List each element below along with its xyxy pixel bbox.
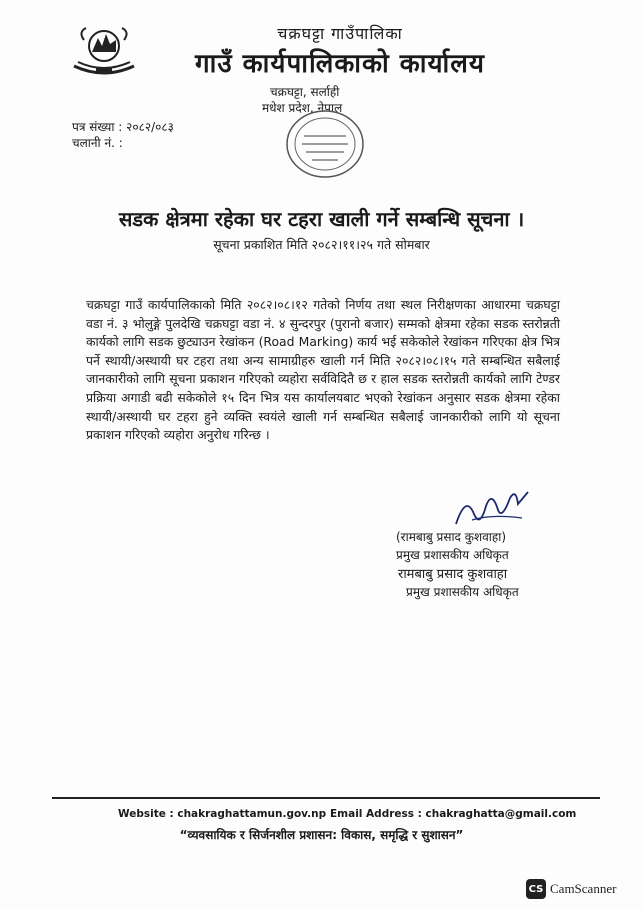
dispatch-number: चलानी नं. :	[72, 136, 123, 150]
footer-email: Email Address : chakraghatta@gmail.com	[330, 808, 577, 820]
footer-slogan: “व्यवसायिक र सिर्जनशील प्रशासन: विकास, समृद्धि र सुशासन”	[179, 828, 464, 842]
camscanner-watermark	[526, 878, 616, 900]
office-stamp-icon	[282, 106, 368, 182]
stamp-designation: प्रमुख प्रशासकीय अधिकृत	[406, 585, 519, 599]
stamp-name: रामबाबु प्रसाद कुशवाहा	[398, 567, 508, 582]
address-line-1: चक्रघट्टा, सर्लाही	[270, 85, 340, 99]
notice-published-date: सूचना प्रकाशित मिति २०८२।११।२५ गते सोमबार	[213, 237, 430, 252]
footer-website: Website : chakraghattamun.gov.np	[118, 808, 327, 820]
office-title: गाउँ कार्यपालिकाको कार्यालय	[195, 49, 485, 79]
camscanner-logo-icon: CS	[526, 879, 546, 899]
notice-body: चक्रघट्टा गाउँ कार्यपालिकाको मिति २०८२।०८।१२ गतेको निर्णय तथा स्थल निरीक्षणका आधारमा चक्रघट्टा वडा नं. ३ भोलुङ्गे पुलदेखि चक्रघट्टा वडा नं. ४ सुन्दरपुर (पुरानो बजार) सम्मको क्षेत्रमा रहेका सडक स्तरोन्नती कार्यको लागि सडक छुट्याउन रेखांकन (Road Marking) कार्य भई सकेकोले रेखांकन गरिएका क्षेत्र भित्र पर्ने स्थायी/अस्थायी घर टहरा तथा अन्य सामाग्रीहरु खाली गर्न मिति २०८२।०८।१५ गते सम्बन्धित सबैलाई जानकारीको लागि सूचना प्रकाशन गरिएको व्यहोरा सर्वविदितै छ र हाल सडक स्तरोन्नती कार्यको लागि टेण्डर प्रक्रिया अगाडी बढी सकेकोले १५ दिन भित्र यस कार्यालयबाट भएको रेखांकन अनुसार सडक क्षेत्रमा रहेका स्थायी/अस्थायी घर टहरा हुने व्यक्ति स्वयंले खाली गर्न सम्बन्धित सबैलाई जानकारीको लागि यो सूचना प्रकाशन गरिएको व्यहोरा अनुरोध गरिन्छ ।	[86, 297, 560, 443]
signature-icon	[452, 484, 532, 532]
letter-number: पत्र संख्या : २०८२/०८३	[72, 120, 174, 134]
footer-divider	[52, 797, 600, 799]
signatory-designation: प्रमुख प्रशासकीय अधिकृत	[396, 548, 509, 562]
signatory-name: (रामबाबु प्रसाद कुशवाहा)	[396, 530, 507, 544]
nepal-emblem-icon	[66, 22, 142, 84]
camscanner-label: CamScanner	[550, 881, 617, 896]
address-line-2: मधेश प्रदेश, नेपाल	[262, 101, 343, 115]
notice-title: सडक क्षेत्रमा रहेका घर टहरा खाली गर्ने सम्बन्धि सूचना ।	[118, 207, 525, 231]
municipality-name: चक्रघट्टा गाउँपालिका	[277, 24, 403, 43]
